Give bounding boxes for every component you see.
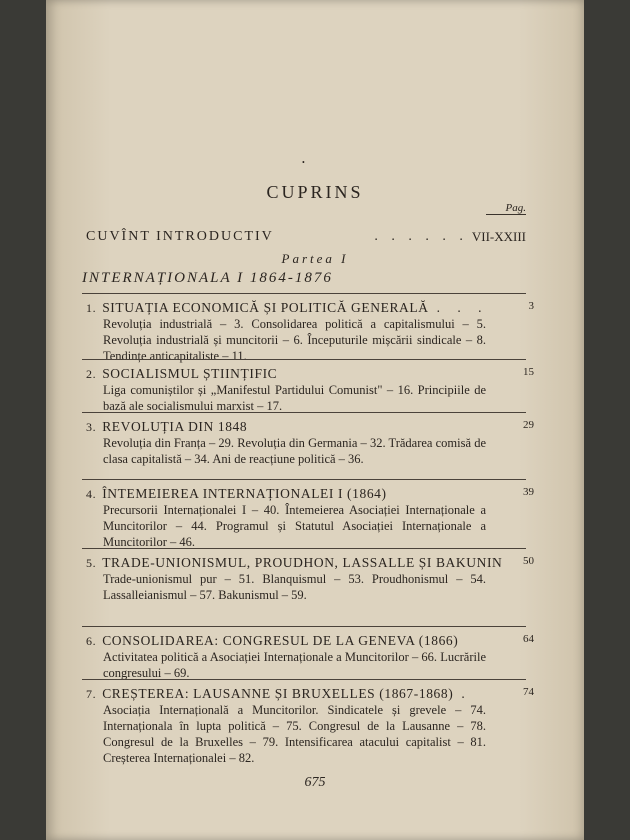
- intro-label: CUVÎNT INTRODUCTIV: [86, 229, 274, 244]
- entry-divider: [82, 479, 526, 480]
- entry-page: 74: [523, 686, 534, 698]
- entry-divider: [82, 359, 526, 360]
- entry-page: 64: [523, 633, 534, 645]
- entry-heading: REVOLUȚIA DIN 1848: [102, 419, 248, 434]
- entry-page: 39: [523, 486, 534, 498]
- toc-entry: [86, 366, 534, 414]
- entry-dots: . . .: [436, 300, 489, 315]
- entry-divider: [82, 679, 526, 680]
- page-number: 675: [304, 775, 326, 790]
- part-label: Partea I: [281, 251, 349, 266]
- toc-entry: [86, 419, 534, 467]
- toc-entry: [86, 300, 534, 364]
- entry-description: Liga comuniștilor și „Manifestul Partidului Comunist" – 16. Principiile de bază ale socialismului marxist – 17.: [103, 383, 486, 413]
- entry-heading: ÎNTEMEIEREA INTERNAȚIONALEI I (1864): [102, 486, 387, 501]
- entry-page: 15: [523, 366, 534, 378]
- entry-heading: CREȘTEREA: LAUSANNE ȘI BRUXELLES (1867-1868): [102, 686, 454, 701]
- entry-divider: [82, 412, 526, 413]
- intro-dots: . . . . . .: [374, 229, 468, 244]
- entry-page: 50: [523, 555, 534, 567]
- entry-number: 7.: [86, 687, 97, 701]
- entry-number: 3.: [86, 420, 97, 434]
- entry-description: Activitatea politică a Asociației Internaționale a Muncitorilor – 66. Lucrările congresului – 69.: [103, 650, 486, 680]
- entry-heading: CONSOLIDAREA: CONGRESUL DE LA GENEVA (1866): [102, 633, 459, 648]
- entry-divider: [82, 626, 526, 627]
- entry-description: Precursorii Internaționalei I – 40. Întemeierea Asociației Internaționale a Muncitorilor – 44. Programul și Statutul Asociației Internaționale a Muncitorilor – 46.: [103, 503, 486, 549]
- intro-entry: [86, 229, 526, 245]
- entry-page: 29: [523, 419, 534, 431]
- toc-entry: [86, 555, 534, 603]
- toc-entry: [86, 686, 534, 766]
- pag-column-label: Pag.: [505, 202, 526, 214]
- entry-description: Revoluția industrială – 3. Consolidarea politică a capitalismului – 5. Revoluția industrială și muncitorii – 6. Începuturile mișcării sindicale – 8. Tendințe anticapitaliste – 11.: [103, 317, 486, 363]
- entry-dots: .: [461, 686, 472, 701]
- entry-heading: TRADE-UNIONISMUL, PROUDHON, LASSALLE ȘI BAKUNIN: [102, 555, 503, 570]
- entry-page: 3: [528, 300, 534, 312]
- entry-number: 6.: [86, 634, 97, 648]
- toc-entry: [86, 633, 534, 681]
- part-divider: [82, 293, 526, 294]
- pag-underline: [486, 214, 526, 215]
- toc-entry: [86, 486, 534, 550]
- entry-description: Revoluția din Franța – 29. Revoluția din Germania – 32. Trădarea comisă de clasa capitalistă – 34. Ani de reacțiune politică – 36.: [103, 436, 486, 466]
- entry-number: 2.: [86, 367, 97, 381]
- book-page: [46, 0, 584, 840]
- printer-mark: •: [302, 158, 305, 167]
- entry-heading: SOCIALISMUL ȘTIINȚIFIC: [102, 366, 278, 381]
- page-title: CUPRINS: [266, 182, 364, 202]
- entry-number: 4.: [86, 487, 97, 501]
- entry-number: 1.: [86, 301, 97, 315]
- entry-description: Trade-unionismul pur – 51. Blanquismul – 53. Proudhonismul – 54. Lassalleianismul – 57. Bakunismul – 59.: [103, 572, 486, 602]
- entry-divider: [82, 548, 526, 549]
- entry-number: 5.: [86, 556, 97, 570]
- intro-pages: VII-XXIII: [471, 229, 526, 244]
- part-heading: INTERNAȚIONALA I 1864-1876: [82, 270, 333, 286]
- entry-description: Asociația Internațională a Muncitorilor. Sindicatele și grevele – 74. Internaționala în lupta politică – 75. Congresul de la Lausanne – 78. Congresul de la Bruxelles – 79. Intensificarea atacului capitalist – 81. Creșterea Internaționalei – 82.: [103, 703, 486, 765]
- entry-heading: SITUAȚIA ECONOMICĂ ȘI POLITICĂ GENERALĂ: [102, 300, 429, 315]
